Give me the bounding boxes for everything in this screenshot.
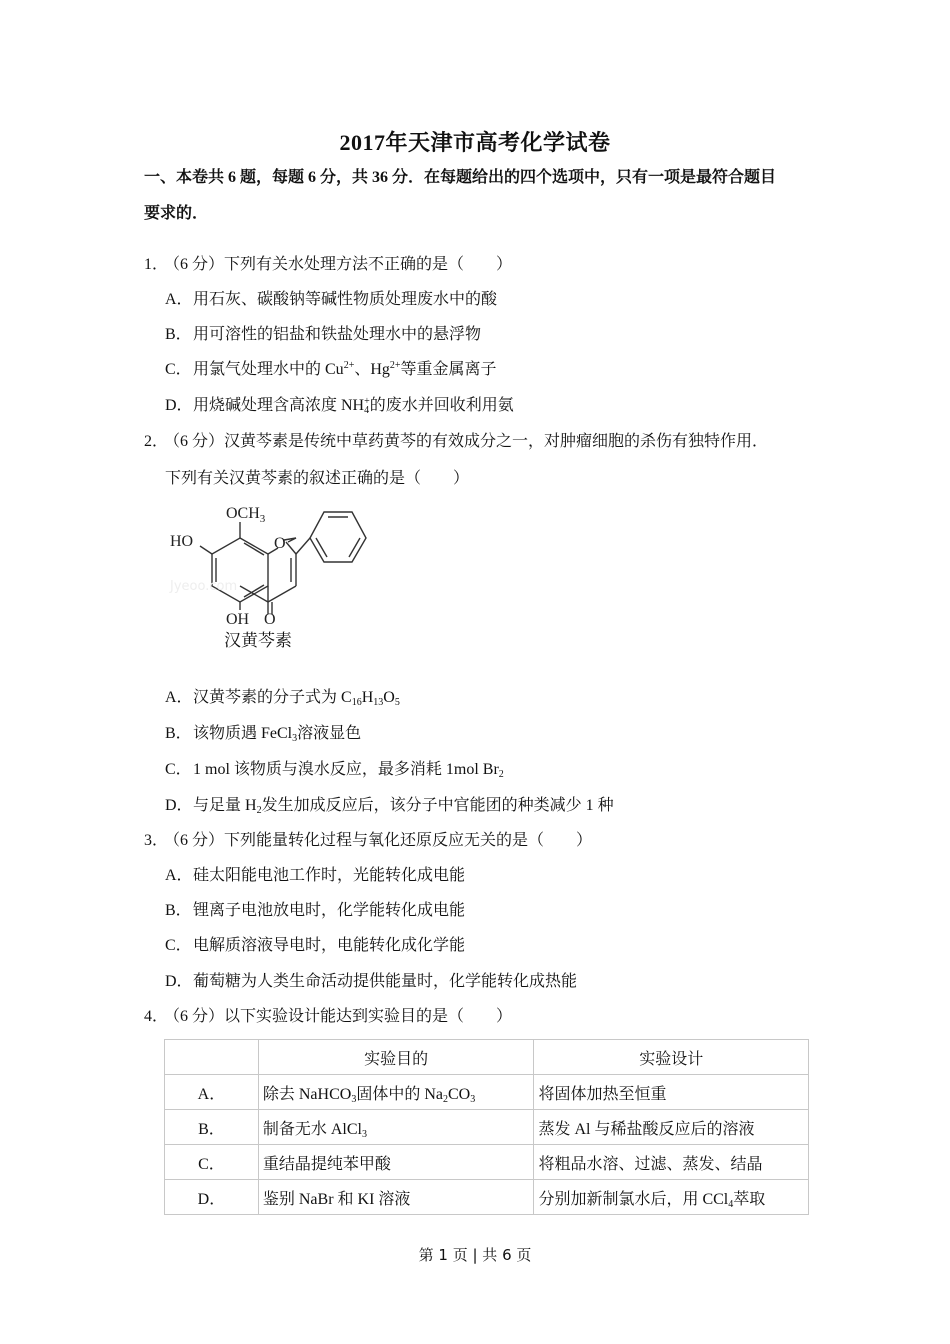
- hydroxyl-label-top: HO: [170, 533, 194, 550]
- experiment-goal: [258, 1075, 534, 1110]
- question-2-stem: [144, 432, 768, 452]
- experiment-goal: 鉴别 NaBr 和 KI 溶液: [258, 1180, 534, 1215]
- question-4-stem: [144, 1007, 512, 1027]
- question-number: 4．: [144, 1008, 169, 1025]
- cell-text: 分别加新制氯水后，用 CCl: [538, 1191, 729, 1208]
- question-number: 1．: [144, 256, 169, 273]
- section-heading: [144, 160, 814, 232]
- page-footer: 第 1 页 | 共 6 页: [418, 1246, 532, 1264]
- formula-subscript: 4: [728, 1199, 734, 1210]
- table-header-cell: [165, 1040, 259, 1075]
- option-text: 用石灰、碳酸钠等碱性物质处理废水中的酸: [193, 291, 498, 308]
- ring-oxygen-label: O: [274, 535, 286, 552]
- table-header-cell: 实验目的: [258, 1040, 534, 1075]
- option-label: D．: [165, 797, 193, 814]
- row-label: C．: [165, 1145, 259, 1180]
- experiment-design: 将固体加热至恒重: [534, 1075, 809, 1110]
- table-row: [165, 1075, 809, 1110]
- option-text: 溶液显色: [297, 725, 362, 742]
- watermark: Jyeoo.com: [170, 579, 238, 594]
- option-text: H: [361, 689, 374, 706]
- question-2-option-b: [165, 724, 361, 744]
- question-text: （6 分）下列有关水处理方法不正确的是（ ）: [164, 256, 513, 273]
- experiment-table: [164, 1039, 809, 1215]
- wogonin-structure-figure: [160, 498, 380, 658]
- figure-caption: 汉黄芩素: [224, 631, 292, 651]
- experiment-design: 蒸发 Al 与稀盐酸反应后的溶液: [534, 1110, 809, 1145]
- option-label: C．: [165, 937, 192, 954]
- option-text: 、Hg: [354, 361, 390, 378]
- question-1-option-a: [165, 290, 497, 310]
- cell-text: 制备无水 AlCl: [262, 1121, 362, 1138]
- option-text: 用烧碱处理含高浓度 NH: [193, 397, 365, 414]
- option-label: B．: [165, 725, 192, 742]
- cell-text: 固体中的 Na: [356, 1086, 443, 1103]
- option-label: C．: [165, 761, 192, 778]
- formula-subscript: 5: [394, 697, 400, 708]
- question-3-option-d: [165, 972, 577, 992]
- charge-superscript: 2+: [389, 360, 401, 371]
- option-text: 电解质溶液导电时，电能转化成化学能: [193, 937, 466, 954]
- question-2-option-a: [165, 688, 400, 708]
- option-text: 的废水并回收利用氨: [369, 397, 514, 414]
- option-label: A．: [165, 291, 193, 308]
- cell-text: 萃取: [733, 1191, 766, 1208]
- option-label: D．: [165, 397, 193, 414]
- option-label: D．: [165, 973, 193, 990]
- section-heading-line1: 一、本卷共 6 题，每题 6 分，共 36 分．在每题给出的四个选项中，只有一项是最符合题目: [144, 169, 777, 186]
- formula-subscript: 3: [362, 1129, 367, 1140]
- formula-subscript: 16: [351, 697, 362, 708]
- option-text: 用可溶性的铝盐和铁盐处理水中的悬浮物: [193, 326, 482, 343]
- row-label: A．: [165, 1075, 259, 1110]
- row-label: D．: [165, 1180, 259, 1215]
- formula-subscript: 2: [498, 769, 504, 780]
- methoxy-label: $OCH_3$: [226, 505, 266, 525]
- formula-subscript: 3: [351, 1094, 357, 1105]
- option-text: 用氯气处理水中的 Cu: [193, 361, 344, 378]
- option-label: B．: [165, 326, 192, 343]
- question-2-stem-continued: 下列有关汉黄芩素的叙述正确的是（ ）: [165, 470, 470, 487]
- option-text: 汉黄芩素的分子式为 C: [193, 689, 352, 706]
- option-text: 硅太阳能电池工作时，光能转化成电能: [193, 867, 466, 884]
- table-header-row: [165, 1040, 809, 1075]
- formula-subscript: 3: [470, 1094, 476, 1105]
- charge-superscript: 2+: [343, 360, 355, 371]
- formula-subscript: 13: [373, 697, 384, 708]
- question-1-option-d: [165, 396, 514, 416]
- question-text: （6 分）下列能量转化过程与氧化还原反应无关的是（ ）: [164, 832, 593, 849]
- experiment-goal: 重结晶提纯苯甲酸: [258, 1145, 534, 1180]
- question-2-option-d: [165, 796, 614, 816]
- experiment-design: 将粗品水溶、过滤、蒸发、结晶: [534, 1145, 809, 1180]
- cell-text: CO: [448, 1086, 471, 1103]
- formula-subscript: 3: [292, 733, 298, 744]
- question-3-option-c: [165, 936, 465, 956]
- question-text: （6 分）汉黄芩素是传统中草药黄芩的有效成分之一，对肿瘤细胞的杀伤有独特作用．: [164, 433, 769, 450]
- option-text: 1 mol 该物质与溴水反应，最多消耗 1mol Br: [193, 761, 499, 778]
- table-row: [165, 1180, 809, 1215]
- question-3-option-b: [165, 901, 465, 921]
- experiment-design: [534, 1180, 809, 1215]
- option-text: 等重金属离子: [400, 361, 497, 378]
- table-row: [165, 1145, 809, 1180]
- formula-subscript: 4: [364, 405, 370, 416]
- question-3-option-a: [165, 866, 465, 886]
- option-label: C．: [165, 361, 192, 378]
- cell-text: 除去 NaHCO: [262, 1086, 352, 1103]
- experiment-goal: [258, 1110, 534, 1145]
- charge-superscript: +: [364, 396, 370, 407]
- row-label: B．: [165, 1110, 259, 1145]
- hydroxyl-label-bottom: OH: [226, 611, 250, 628]
- option-label: B．: [165, 902, 192, 919]
- option-text: 葡萄糖为人类生命活动提供能量时，化学能转化成热能: [193, 973, 578, 990]
- question-1-option-c: [165, 360, 497, 380]
- molecule-structure-diagram: [160, 498, 380, 628]
- page-title: 2017年天津市高考化学试卷: [339, 130, 611, 155]
- formula-subscript: 2: [443, 1094, 448, 1105]
- table-row: [165, 1110, 809, 1145]
- option-text: O: [383, 689, 395, 706]
- question-1-stem: [144, 255, 512, 275]
- option-text: 该物质遇 FeCl: [193, 725, 293, 742]
- question-3-stem: [144, 831, 592, 851]
- carbonyl-oxygen-label: O: [264, 611, 276, 628]
- option-text: 发生加成反应后，该分子中官能团的种类减少 1 种: [261, 797, 614, 814]
- question-2-option-c: [165, 760, 504, 780]
- option-label: A．: [165, 867, 193, 884]
- question-text: （6 分）以下实验设计能达到实验目的是（ ）: [164, 1008, 513, 1025]
- question-number: 2．: [144, 433, 169, 450]
- table-header-cell: 实验设计: [534, 1040, 809, 1075]
- option-text: 与足量 H: [193, 797, 257, 814]
- formula-subscript: 2: [256, 805, 262, 816]
- section-heading-line2: 要求的．: [144, 205, 209, 222]
- option-text: 锂离子电池放电时，化学能转化成电能: [193, 902, 466, 919]
- option-label: A．: [165, 689, 193, 706]
- question-number: 3．: [144, 832, 169, 849]
- question-1-option-b: [165, 325, 481, 345]
